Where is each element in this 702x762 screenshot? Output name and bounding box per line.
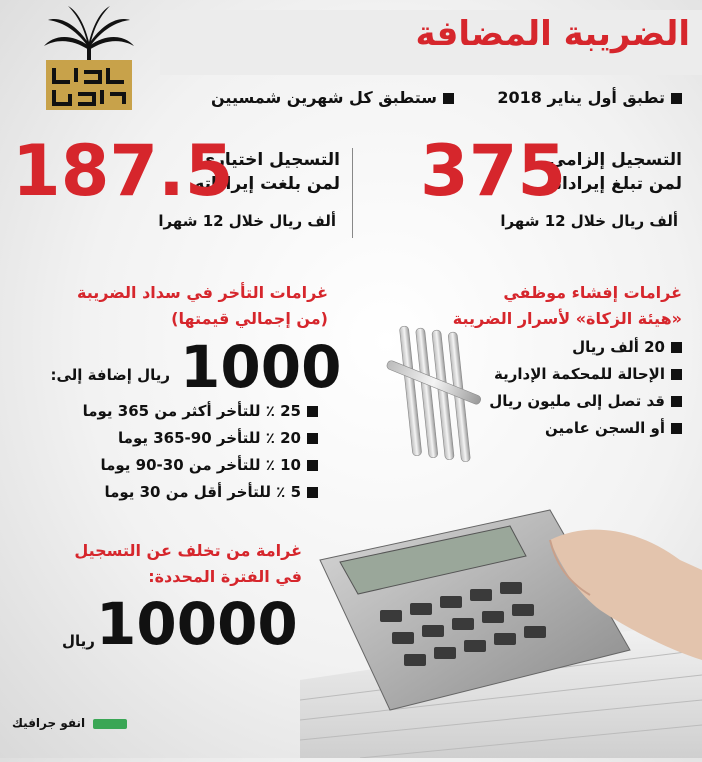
mandatory-amount: 375	[420, 130, 567, 212]
nonreg-title: غرامة من تخلف عن التسجيل في الفترة المحددة:	[74, 541, 302, 586]
source-logo-icon	[93, 719, 127, 729]
bullet-square-icon	[307, 406, 318, 417]
bullet-square-icon	[671, 342, 682, 353]
infographic-credit: انفو جرافيك	[12, 716, 127, 730]
late-amount: 1000	[180, 333, 342, 401]
list-item: الإحالة للمحكمة الإدارية	[489, 361, 682, 388]
bullet-square-icon	[671, 369, 682, 380]
apply-date: تطبق أول يناير 2018	[497, 88, 682, 107]
list-item: 10 ٪ للتأخر من 30-90 يوما	[83, 452, 318, 479]
nonreg-amount: 10000	[96, 590, 298, 658]
calculator-illustration	[300, 500, 702, 762]
bullet-square-icon	[307, 433, 318, 444]
bullet-square-icon	[671, 423, 682, 434]
calculator-icon	[300, 500, 702, 758]
late-title: غرامات التأخر في سداد الضريبة (من إجمالي قيمتها)	[77, 283, 328, 328]
disclosure-title: غرامات إفشاء موظفي «هيئة الزكاة» لأسرار الضريبة	[452, 283, 682, 328]
late-amount-suffix: ريال إضافة إلى:	[50, 366, 170, 384]
prison-bars-icon	[378, 318, 488, 472]
zakat-logo	[40, 2, 138, 112]
bullet-square-icon	[443, 93, 454, 104]
list-item: 20 ٪ للتأخر 90-365 يوما	[83, 425, 318, 452]
list-item: 5 ٪ للتأخر أقل من 30 يوما	[83, 479, 318, 506]
mandatory-title: التسجيل إلزامي لمن تبلغ إيراداته	[545, 150, 682, 194]
palm-emblem-icon	[40, 2, 138, 112]
optional-subtitle: ألف ريال خلال 12 شهرا	[158, 212, 336, 230]
nonreg-currency: ريال	[62, 632, 95, 650]
optional-amount: 187.5	[12, 130, 234, 212]
list-item: 20 ألف ريال	[489, 334, 682, 361]
bimonthly-note: ستطبق كل شهرين شمسيين	[211, 88, 454, 107]
page-title: الضريبة المضافة	[415, 14, 690, 54]
late-list	[83, 398, 318, 506]
list-item: أو السجن عامين	[489, 415, 682, 442]
bullet-square-icon	[671, 396, 682, 407]
list-item: 25 ٪ للتأخر أكثر من 365 يوما	[83, 398, 318, 425]
mandatory-subtitle: ألف ريال خلال 12 شهرا	[500, 212, 678, 230]
bullet-square-icon	[307, 487, 318, 498]
optional-title: التسجيل اختياري لمن بلغت إيراداته	[194, 150, 340, 194]
bullet-square-icon	[307, 460, 318, 471]
list-item: قد تصل إلى مليون ريال	[489, 388, 682, 415]
section-divider	[352, 148, 353, 238]
bullet-square-icon	[671, 93, 682, 104]
disclosure-list	[489, 334, 682, 442]
